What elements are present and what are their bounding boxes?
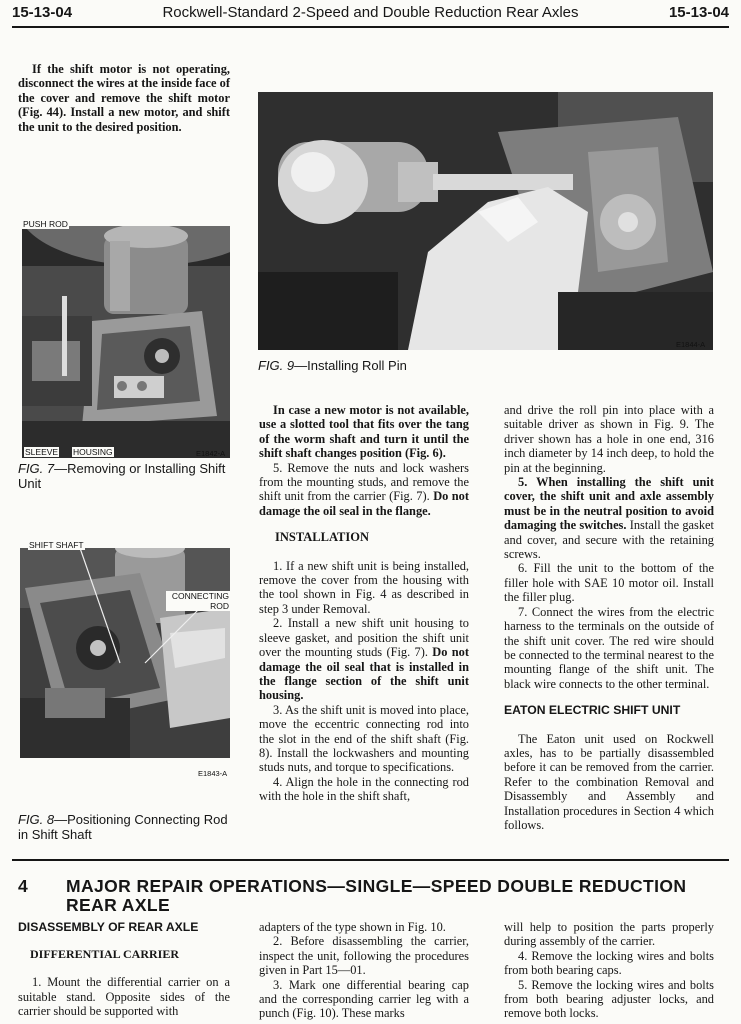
bottom-column-2 bbox=[259, 920, 469, 1021]
column-2 bbox=[259, 403, 469, 804]
fig7-label-housing: HOUSING bbox=[73, 447, 113, 457]
section-number: 4 bbox=[18, 876, 29, 896]
bottom-c2-p3: 3. Mark one differential bearing cap and the corresponding carrier leg with a punch (Fig. 10). These marks bbox=[259, 977, 469, 1021]
fig7-caption bbox=[18, 461, 233, 491]
section-title-line1: MAJOR REPAIR OPERATIONS—SINGLE—SPEED DOUBLE REDUCTION bbox=[66, 876, 687, 896]
bottom-c3-p1: will help to position the parts properly during assembly of the carrier. bbox=[504, 920, 714, 949]
intro-paragraph bbox=[18, 62, 230, 134]
page-title: Rockwell-Standard 2-Speed and Double Reduction Rear Axles bbox=[162, 4, 579, 21]
fig9-caption-text: —Installing Roll Pin bbox=[294, 358, 407, 373]
disassembly-heading: DISASSEMBLY OF REAR AXLE bbox=[18, 920, 199, 934]
bottom-column-3 bbox=[504, 920, 714, 1021]
col2-p2-a: 5. Remove the nuts and lock washers from the mounting studs, and remove the shift unit from the carrier (Fig. 7). bbox=[259, 460, 469, 504]
section-title-line2: REAR AXLE bbox=[66, 895, 171, 915]
page-number-left: 15-13-04 bbox=[12, 4, 73, 21]
col2-p4-a: 2. Install a new shift unit housing to sleeve gasket, and position the shift unit over the mounting studs (Fig. 7). bbox=[259, 616, 469, 660]
fig9-caption-fig: FIG. 9 bbox=[258, 358, 295, 373]
page-header bbox=[12, 4, 729, 24]
col3-p1: and drive the roll pin into place with a suitable driver as shown in Fig. 9. The driver shown has a hole in one end, 316 inch diameter by 14 inch deep, to hold the pin at the beginning. bbox=[504, 403, 714, 475]
column-3 bbox=[504, 403, 714, 832]
fig7-caption-text: —Removing or Installing Shift Unit bbox=[18, 461, 226, 491]
col2-p2-b: Do not damage the oil seal in the flange. bbox=[259, 489, 469, 518]
col2-p6: 4. Align the hole in the connecting rod with the hole in the shift shaft, bbox=[259, 774, 469, 804]
fig7-photo bbox=[22, 226, 230, 458]
page-number-right: 15-13-04 bbox=[668, 4, 729, 21]
intro-text: If the shift motor is not operating, disconnect the wires at the inside face of the cover and remove the shift motor (Fig. 44). Install a new motor, and shift the unit to the desired position. bbox=[18, 62, 230, 134]
col3-p5: The Eaton unit used on Rockwell axles, has to be partially disassembled before it can be removed from the carrier. Refer to the combination Removal and Disassembly and Assembly and Installation procedures in Section 4 which follows. bbox=[504, 731, 714, 832]
fig9-photo bbox=[258, 92, 713, 350]
fig9-code: E1844-A bbox=[676, 340, 706, 349]
fig8-caption bbox=[18, 812, 233, 842]
installation-heading: INSTALLATION bbox=[275, 530, 370, 545]
col2-p2 bbox=[259, 461, 469, 519]
bottom-c1-p1: 1. Mount the differential carrier on a suitable stand. Opposite sides of the carrier should be supported with bbox=[18, 975, 230, 1019]
fig7-code: E1842-A bbox=[196, 449, 226, 458]
fig8-code: E1843-A bbox=[198, 769, 228, 778]
fig8-photo bbox=[20, 548, 230, 758]
fig8-label-shift-shaft: SHIFT SHAFT bbox=[29, 540, 84, 550]
col3-p3: 6. Fill the unit to the bottom of the filler hole with SAE 10 motor oil. Install the filler plug. bbox=[504, 561, 714, 605]
bottom-c3-p2: 4. Remove the locking wires and bolts from both bearing caps. bbox=[504, 948, 714, 978]
bottom-column-1 bbox=[18, 947, 230, 1019]
col2-p5: 3. As the shift unit is moved into place, move the eccentric connecting rod into the slot in the end of the shift shaft (Fig. 8). Install the lockwashers and mounting studs nuts, and torque to specifications. bbox=[259, 702, 469, 775]
col2-p4 bbox=[259, 616, 469, 702]
col2-p3: 1. If a new shift unit is being installed, remove the cover from the housing with the tool shown in Fig. 4 as described in step 3 under Removal. bbox=[259, 558, 469, 616]
fig7-caption-fig: FIG. 7 bbox=[18, 461, 55, 476]
col3-p4: 7. Connect the wires from the electric harness to the terminals on the outside of the shift unit cover. The red wire should be connected to the terminal nearest to the mounting flange of the shift unit. The black wire connects to the other terminal. bbox=[504, 604, 714, 691]
col2-p4-b: Do not damage the oil seal that is installed in the flange section of the shift unit housing. bbox=[259, 645, 469, 703]
fig8-label-connecting-rod: CONNECTING ROD bbox=[166, 591, 230, 611]
differential-carrier-heading: DIFFERENTIAL CARRIER bbox=[30, 947, 180, 961]
bottom-c2-p2: 2. Before disassembling the carrier, inspect the unit, following the procedures given in Part 15—01. bbox=[259, 934, 469, 978]
fig8-caption-fig: FIG. 8 bbox=[18, 812, 55, 827]
fig7-label-push-rod: PUSH ROD bbox=[23, 219, 68, 229]
fig7-label-sleeve: SLEEVE bbox=[25, 447, 59, 457]
eaton-heading: EATON ELECTRIC SHIFT UNIT bbox=[504, 703, 681, 718]
section-rule bbox=[12, 859, 729, 861]
fig8-caption-text: —Positioning Connecting Rod in Shift Shaft bbox=[18, 812, 228, 842]
col3-p2 bbox=[504, 475, 714, 561]
col2-p1: In case a new motor is not available, use a slotted tool that fits over the tang of the worm shaft and turn it until the shift shaft changes position (Fig. 6). bbox=[259, 403, 469, 461]
bottom-c3-p3: 5. Remove the locking wires and bolts from both bearing adjuster locks, and remove both locks. bbox=[504, 977, 714, 1021]
fig9-caption bbox=[258, 358, 558, 373]
col3-p2-b: Install the gasket and cover, and secure with the retaining screws. bbox=[504, 518, 714, 562]
header-rule bbox=[12, 26, 729, 28]
col3-p2-a: 5. When installing the shift unit cover, the shift unit and axle assembly must be in the neutral position to avoid damaging the switches. bbox=[504, 475, 714, 533]
bottom-c2-p1: adapters of the type shown in Fig. 10. bbox=[259, 920, 446, 934]
